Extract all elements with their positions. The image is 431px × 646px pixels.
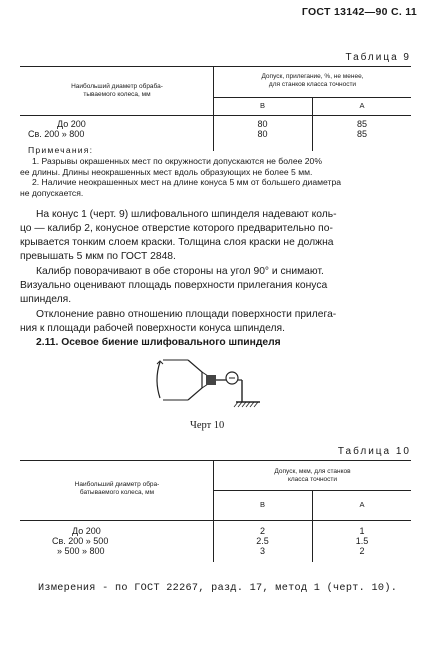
measurement-reference: Измерения - по ГОСТ 22267, разд. 17, метод 1 (черт. 10). <box>38 583 398 594</box>
table-9-subheader-border <box>213 97 411 98</box>
table-10-top-border <box>20 460 411 461</box>
paragraph-3-line1: Отклонение равно отношению площади поверхности прилега- <box>36 309 337 320</box>
table-10-group-header-line1: Допуск, мкм, для станков <box>274 468 351 475</box>
table-9-col1-header-line1: Наибольший диаметр обраба- <box>71 83 163 90</box>
note-2-line1: 2. Наличие неокрашенных мест на длине конуса 5 мм от большего диаметра <box>32 177 342 187</box>
table-9-group-header-line1: Допуск, прилегание, %, не менее, <box>261 73 364 80</box>
table-9-col1-header <box>24 83 210 99</box>
table-10-subheader-border <box>213 490 411 491</box>
note-2 <box>20 177 417 198</box>
section-heading: 2.11. Осевое биение шлифовального шпинделя <box>36 337 281 348</box>
table-9-group-header-line2: для станков класса точности <box>268 81 357 88</box>
table-9-col1-header-line2: тываемого колеса, мм <box>83 91 151 98</box>
table-9-col-a: А <box>359 101 365 110</box>
table-10-caption: Таблица 10 <box>337 446 411 457</box>
note-2-line2: не допускается. <box>20 187 84 198</box>
table-10-col-a: А <box>359 500 365 509</box>
table-9-caption: Таблица 9 <box>345 52 411 63</box>
paragraph-2 <box>20 265 420 307</box>
note-1-line2: ее длины. Длины неокрашенных мест вдоль образующих не более 5 мм. <box>20 166 313 177</box>
paragraph-2-line2: Визуально оценивают площадь поверхности прилегания конуса <box>20 280 328 291</box>
figure-10-drawing <box>150 350 270 416</box>
paragraph-1-line4: превышать 5 мкм по ГОСТ 2848. <box>20 251 176 262</box>
table-10-row-2-a: 1.5 <box>355 536 369 546</box>
table-9-top-border <box>20 66 411 67</box>
table-10-row-3-a: 2 <box>359 546 365 556</box>
table-9-row-2-b: 80 <box>257 129 268 139</box>
notes-title: Примечания: <box>28 145 94 155</box>
paragraph-3-line2: ния к площади рабочей поверхности конуса шпинделя. <box>20 323 285 334</box>
table-10-row-3-label: » 500 » 800 <box>57 546 105 556</box>
table-9-row-1-a: 85 <box>356 119 367 129</box>
note-1 <box>20 156 412 177</box>
note-1-line1: 1. Разрывы окрашенных мест по окружности допускаются не более 20% <box>32 156 322 166</box>
table-10-group-header <box>214 468 411 484</box>
table-10-group-header-line2: класса точности <box>287 476 338 483</box>
table-9-col-b: В <box>259 101 265 110</box>
table-10-row-1-a: 1 <box>359 526 365 536</box>
paragraph-1 <box>20 208 420 264</box>
paragraph-1-line2: цо — калибр 2, конусное отверстие которого предварительно по- <box>20 223 333 234</box>
table-10-row-1-label: До 200 <box>72 526 101 536</box>
table-9-row-1-label: До 200 <box>57 119 86 129</box>
table-9-row-2-a: 85 <box>356 129 367 139</box>
paragraph-2-line3: шпинделя. <box>20 294 72 305</box>
page-header: ГОСТ 13142—90 С. 11 <box>301 6 417 18</box>
table-9-row-1-b: 80 <box>257 119 268 129</box>
table-10-row-2-b: 2.5 <box>256 536 269 546</box>
paragraph-3 <box>20 308 420 336</box>
paragraph-2-line1: Калибр поворачивают в обе стороны на угол 90° и снимают. <box>36 266 324 277</box>
table-10-col1-header-line2: батываемого колеса, мм <box>79 489 155 496</box>
table-10-row-2-label: Св. 200 » 500 <box>52 536 109 546</box>
paragraph-1-line3: крывается тонким слоем краски. Толщина слоя краски не должна <box>20 237 334 248</box>
table-9-row-2-label: Св. 200 » 800 <box>28 129 85 139</box>
table-10-row-3-b: 3 <box>259 546 265 556</box>
table-10-col-b: В <box>259 500 265 509</box>
table-10-header-border <box>20 520 411 521</box>
paragraph-1-line1: На конус 1 (черт. 9) шлифовального шпинделя надевают коль- <box>36 209 337 220</box>
table-10-col1-header-line1: Наибольший диаметр обра- <box>74 481 160 488</box>
table-9-header-border <box>20 115 411 116</box>
table-10-row-1-b: 2 <box>259 526 265 536</box>
table-10-col1-header <box>24 481 210 497</box>
figure-10-caption: Черт 10 <box>190 420 225 431</box>
table-9-group-header <box>214 73 411 89</box>
